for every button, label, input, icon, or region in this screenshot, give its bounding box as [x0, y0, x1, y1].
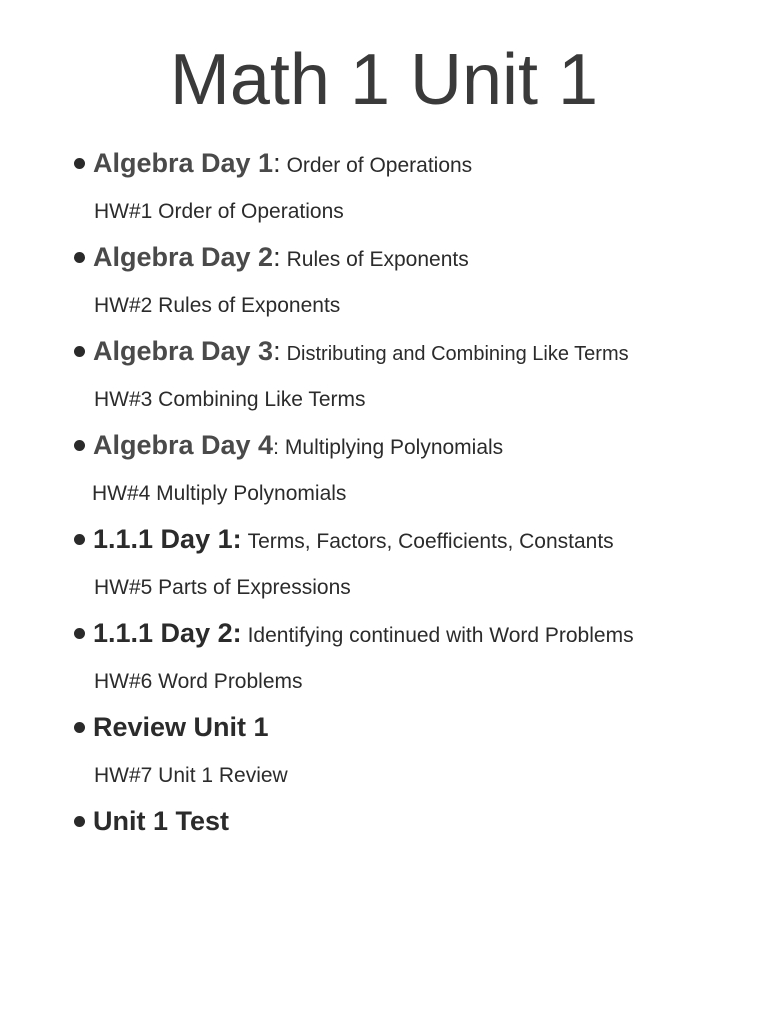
item-separator: : — [273, 148, 281, 178]
item-heading-row — [74, 336, 629, 367]
item-description: Identifying continued with Word Problems — [247, 624, 634, 647]
item-heading-row — [74, 524, 614, 555]
item-separator: : — [273, 242, 281, 272]
homework-label: HW#3 Combining Like Terms — [94, 388, 366, 411]
item-description: Order of Operations — [286, 154, 473, 177]
item-heading-row — [74, 148, 472, 179]
unit-schedule-list — [0, 142, 768, 894]
item-description: Distributing and Combining Like Terms — [286, 343, 629, 365]
bullet-icon — [74, 722, 85, 733]
list-item — [0, 236, 768, 330]
homework-label: HW#1 Order of Operations — [94, 200, 344, 223]
item-description: Multiplying Polynomials — [284, 436, 504, 459]
bullet-icon — [74, 346, 85, 357]
homework-label: HW#7 Unit 1 Review — [94, 764, 288, 787]
item-separator: : — [273, 436, 279, 459]
item-heading: Algebra Day 3 — [93, 336, 274, 366]
bullet-icon — [74, 252, 85, 263]
bullet-icon — [74, 628, 85, 639]
bullet-icon — [74, 534, 85, 545]
bullet-icon — [74, 816, 85, 827]
item-heading-row — [74, 806, 235, 837]
item-heading-row — [74, 712, 275, 743]
item-description: Rules of Exponents — [286, 248, 469, 271]
homework-label: HW#2 Rules of Exponents — [94, 294, 341, 317]
item-heading: Algebra Day 2 — [93, 242, 274, 272]
list-item — [0, 330, 768, 424]
item-heading-row — [74, 430, 503, 461]
item-description: Terms, Factors, Coefficients, Constants — [247, 530, 614, 553]
page-title: Math 1 Unit 1 — [169, 40, 599, 120]
list-item — [0, 424, 768, 518]
bullet-icon — [74, 158, 85, 169]
item-heading-row — [74, 242, 469, 273]
item-heading: Algebra Day 1 — [93, 148, 274, 178]
list-item — [0, 706, 768, 800]
item-heading-row — [74, 618, 634, 649]
list-item — [0, 518, 768, 612]
list-item — [0, 142, 768, 236]
item-heading: Unit 1 Test — [93, 806, 230, 836]
list-item — [0, 612, 768, 706]
homework-label: HW#6 Word Problems — [94, 670, 303, 693]
homework-label: HW#5 Parts of Expressions — [94, 576, 351, 599]
bullet-icon — [74, 440, 85, 451]
homework-label: HW#4 Multiply Polynomials — [92, 482, 347, 505]
item-heading: 1.1.1 Day 1: — [93, 524, 242, 554]
list-item — [0, 800, 768, 894]
item-heading: 1.1.1 Day 2: — [93, 618, 242, 648]
item-heading: Algebra Day 4 — [93, 430, 274, 460]
item-heading: Review Unit 1 — [93, 712, 269, 742]
item-separator: : — [273, 336, 281, 366]
